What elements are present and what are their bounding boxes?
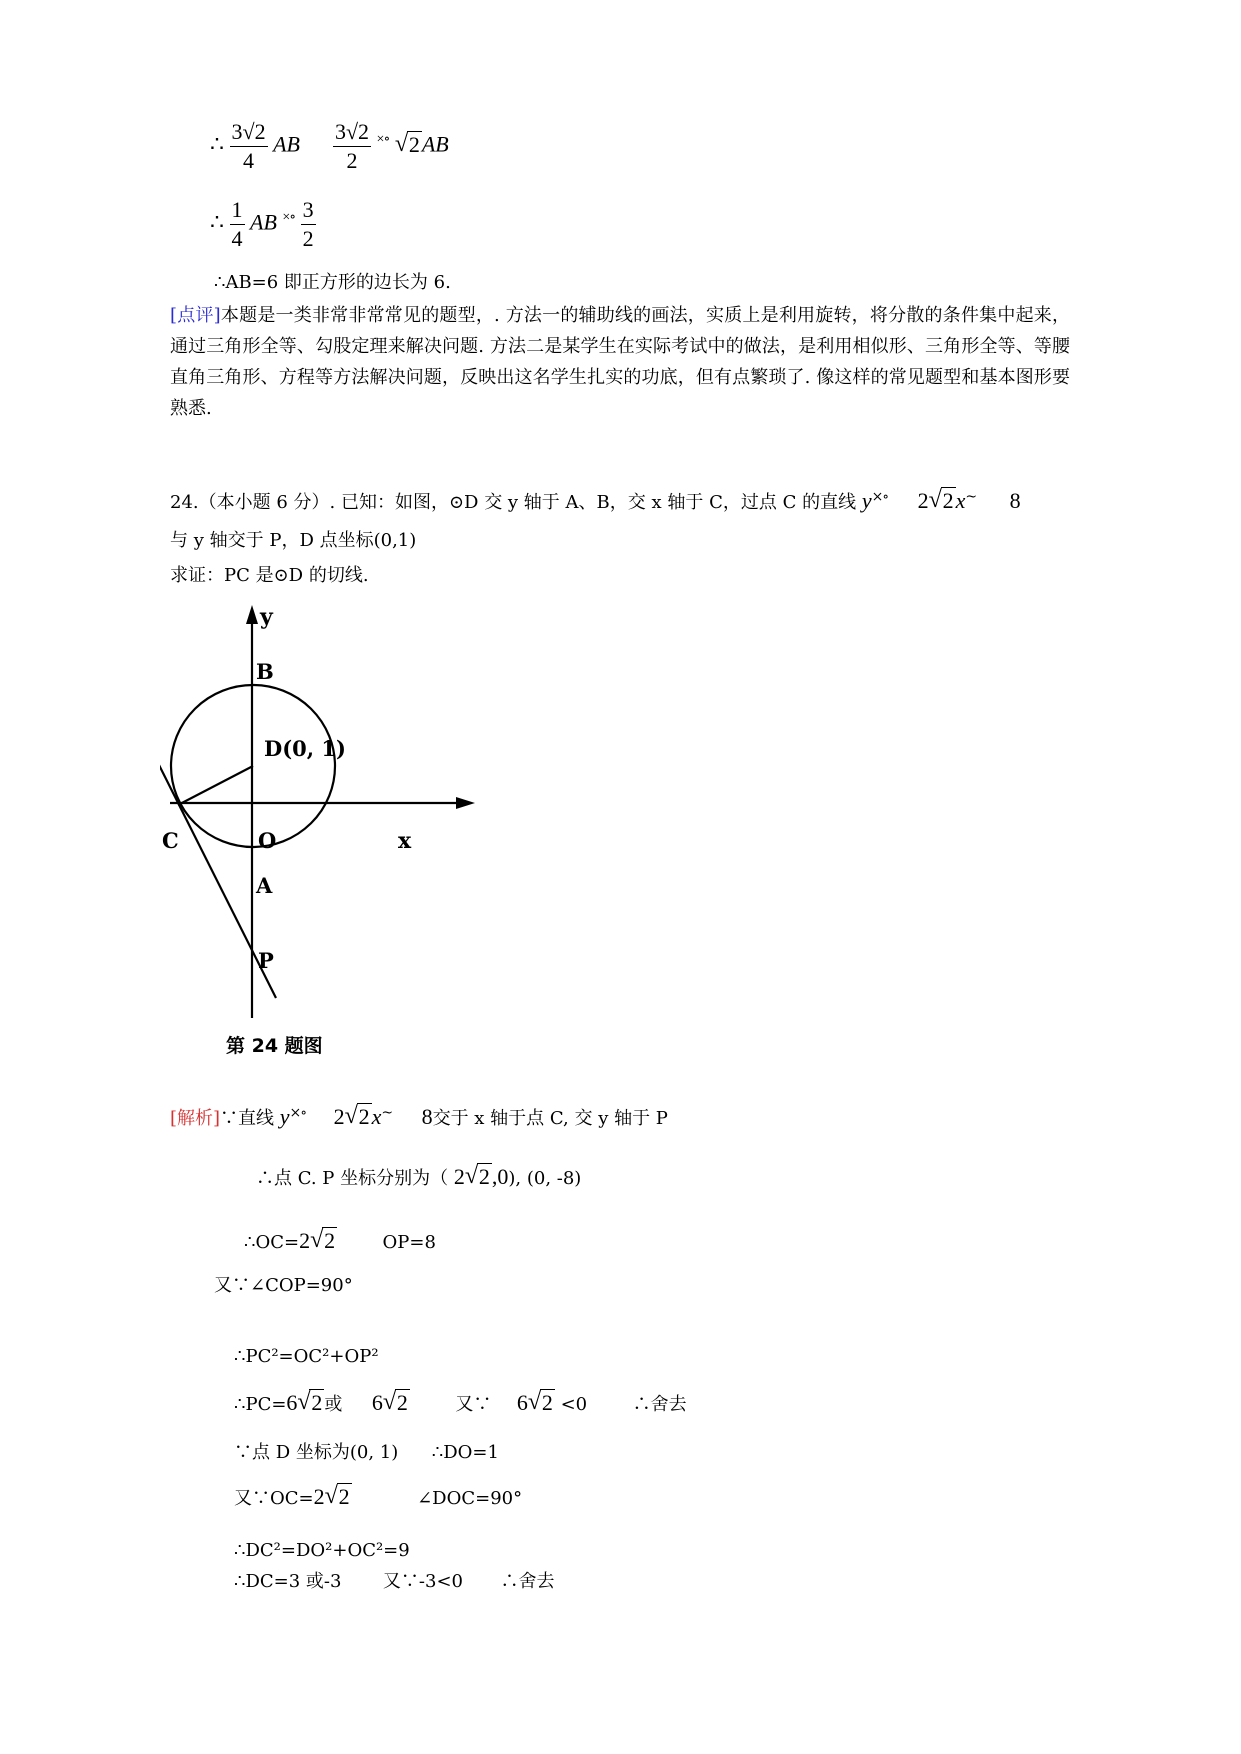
label-y: y bbox=[260, 604, 273, 630]
fraction: $\frac{1}{4}$ bbox=[231, 197, 243, 251]
garbled-symbol: ×∘ bbox=[282, 210, 296, 226]
sqrt: √ 2 bbox=[383, 1392, 410, 1414]
sqrt: √ 2 bbox=[929, 490, 956, 512]
figure-caption: 第 24 题图 bbox=[226, 1035, 323, 1057]
label-a: A bbox=[256, 873, 273, 898]
fraction: $\frac{3√2}{2}$ bbox=[334, 119, 370, 173]
solution-line-1: [解析]∵直线 y×∘ 2√ 2x~ 8交于 x 轴于点 C, 交 y 轴于 P bbox=[170, 1102, 668, 1130]
therefore-symbol: ∴ bbox=[210, 209, 224, 235]
label-o: O bbox=[258, 828, 277, 853]
x-axis-arrow bbox=[456, 797, 475, 809]
garbled-symbol: ×∘ bbox=[376, 132, 390, 148]
sqrt: √ 2 bbox=[395, 132, 422, 158]
comment-tag: [点评] bbox=[170, 305, 221, 326]
solution-line-10: ∴DC=3 或-3 又∵-3<0 ∴舍去 bbox=[234, 1571, 555, 1592]
sqrt: √ 2 bbox=[345, 1106, 372, 1128]
problem-statement-line-3: 求证：PC 是⊙D 的切线. bbox=[170, 565, 369, 586]
segment-ab: AB bbox=[273, 131, 300, 157]
label-d: D(0, 1) bbox=[264, 736, 346, 761]
fraction: $\frac{3√2}{4}$ bbox=[231, 119, 266, 173]
sqrt: √ 2 bbox=[325, 1486, 352, 1508]
solution-line-5: ∴PC²=OC²+OP² bbox=[234, 1346, 379, 1367]
solution-tag: [解析] bbox=[170, 1108, 221, 1129]
derivation-line-3: ∴AB=6 即正方形的边长为 6. bbox=[214, 272, 451, 293]
derivation-line-1 bbox=[210, 118, 449, 175]
sqrt: √ 2 bbox=[465, 1166, 492, 1188]
solution-line-8: 又∵OC=2√ 2 ∠DOC=90° bbox=[234, 1486, 522, 1510]
solution-line-6: ∴PC=6√ 2 或 6√ 2 又∵ 6√ 2 <0 ∴舍去 bbox=[234, 1392, 687, 1416]
segment-ab: AB bbox=[250, 209, 277, 235]
label-c: C bbox=[162, 828, 179, 853]
fraction: $\frac{3}{2}$ bbox=[302, 197, 314, 251]
segment-ab: AB bbox=[421, 131, 449, 157]
comment-paragraph bbox=[170, 300, 1070, 424]
y-axis-arrow bbox=[246, 605, 258, 624]
garbled-symbol: ×∘ bbox=[289, 1105, 307, 1121]
solution-line-3: ∴OC=2√ 2 OP=8 bbox=[244, 1230, 436, 1254]
solution-line-9: ∴DC²=DO²+OC²=9 bbox=[234, 1540, 410, 1561]
label-x: x bbox=[398, 828, 412, 854]
sqrt: √ 2 bbox=[297, 1392, 324, 1414]
sqrt: √ 2 bbox=[310, 1230, 337, 1252]
radius-dc bbox=[178, 766, 253, 805]
problem-figure bbox=[160, 600, 490, 1075]
problem-statement-line-1: 24.（本小题 6 分）. 已知：如图，⊙D 交 y 轴于 A、B，交 x 轴于 C，过点 C 的直线 y×∘ 2√ 2x~ 8 bbox=[170, 486, 1021, 514]
solution-line-7: ∵点 D 坐标为(0, 1) ∴DO=1 bbox=[234, 1442, 499, 1463]
solution-line-4: 又∵∠COP=90° bbox=[214, 1275, 353, 1296]
label-b: B bbox=[256, 659, 274, 684]
solution-line-2: ∴点 C. P 坐标分别为（ 2√ 2,0), (0, -8) bbox=[256, 1166, 581, 1190]
therefore-symbol: ∴ bbox=[210, 131, 224, 157]
comment-text: 本题是一类非常非常常见的题型，. 方法一的辅助线的画法，实质上是利用旋转，将分散的条件集中起来，通过三角形全等、勾股定理来解决问题. 方法二是某学生在实际考试中的做法，是利用相似形、三角形全等、等腰直角三角形、方程等方法解决问题，反映出这名学生扎实的功底，但有点繁琐了. 像这样的常见题型和基本图形要熟悉. bbox=[170, 305, 1070, 419]
sqrt: √ 2 bbox=[528, 1392, 555, 1414]
garbled-symbol: ×∘ bbox=[871, 489, 889, 505]
derivation-line-2 bbox=[210, 196, 316, 253]
label-p: P bbox=[258, 948, 274, 973]
problem-statement-line-2: 与 y 轴交于 P，D 点坐标(0,1) bbox=[170, 530, 417, 551]
